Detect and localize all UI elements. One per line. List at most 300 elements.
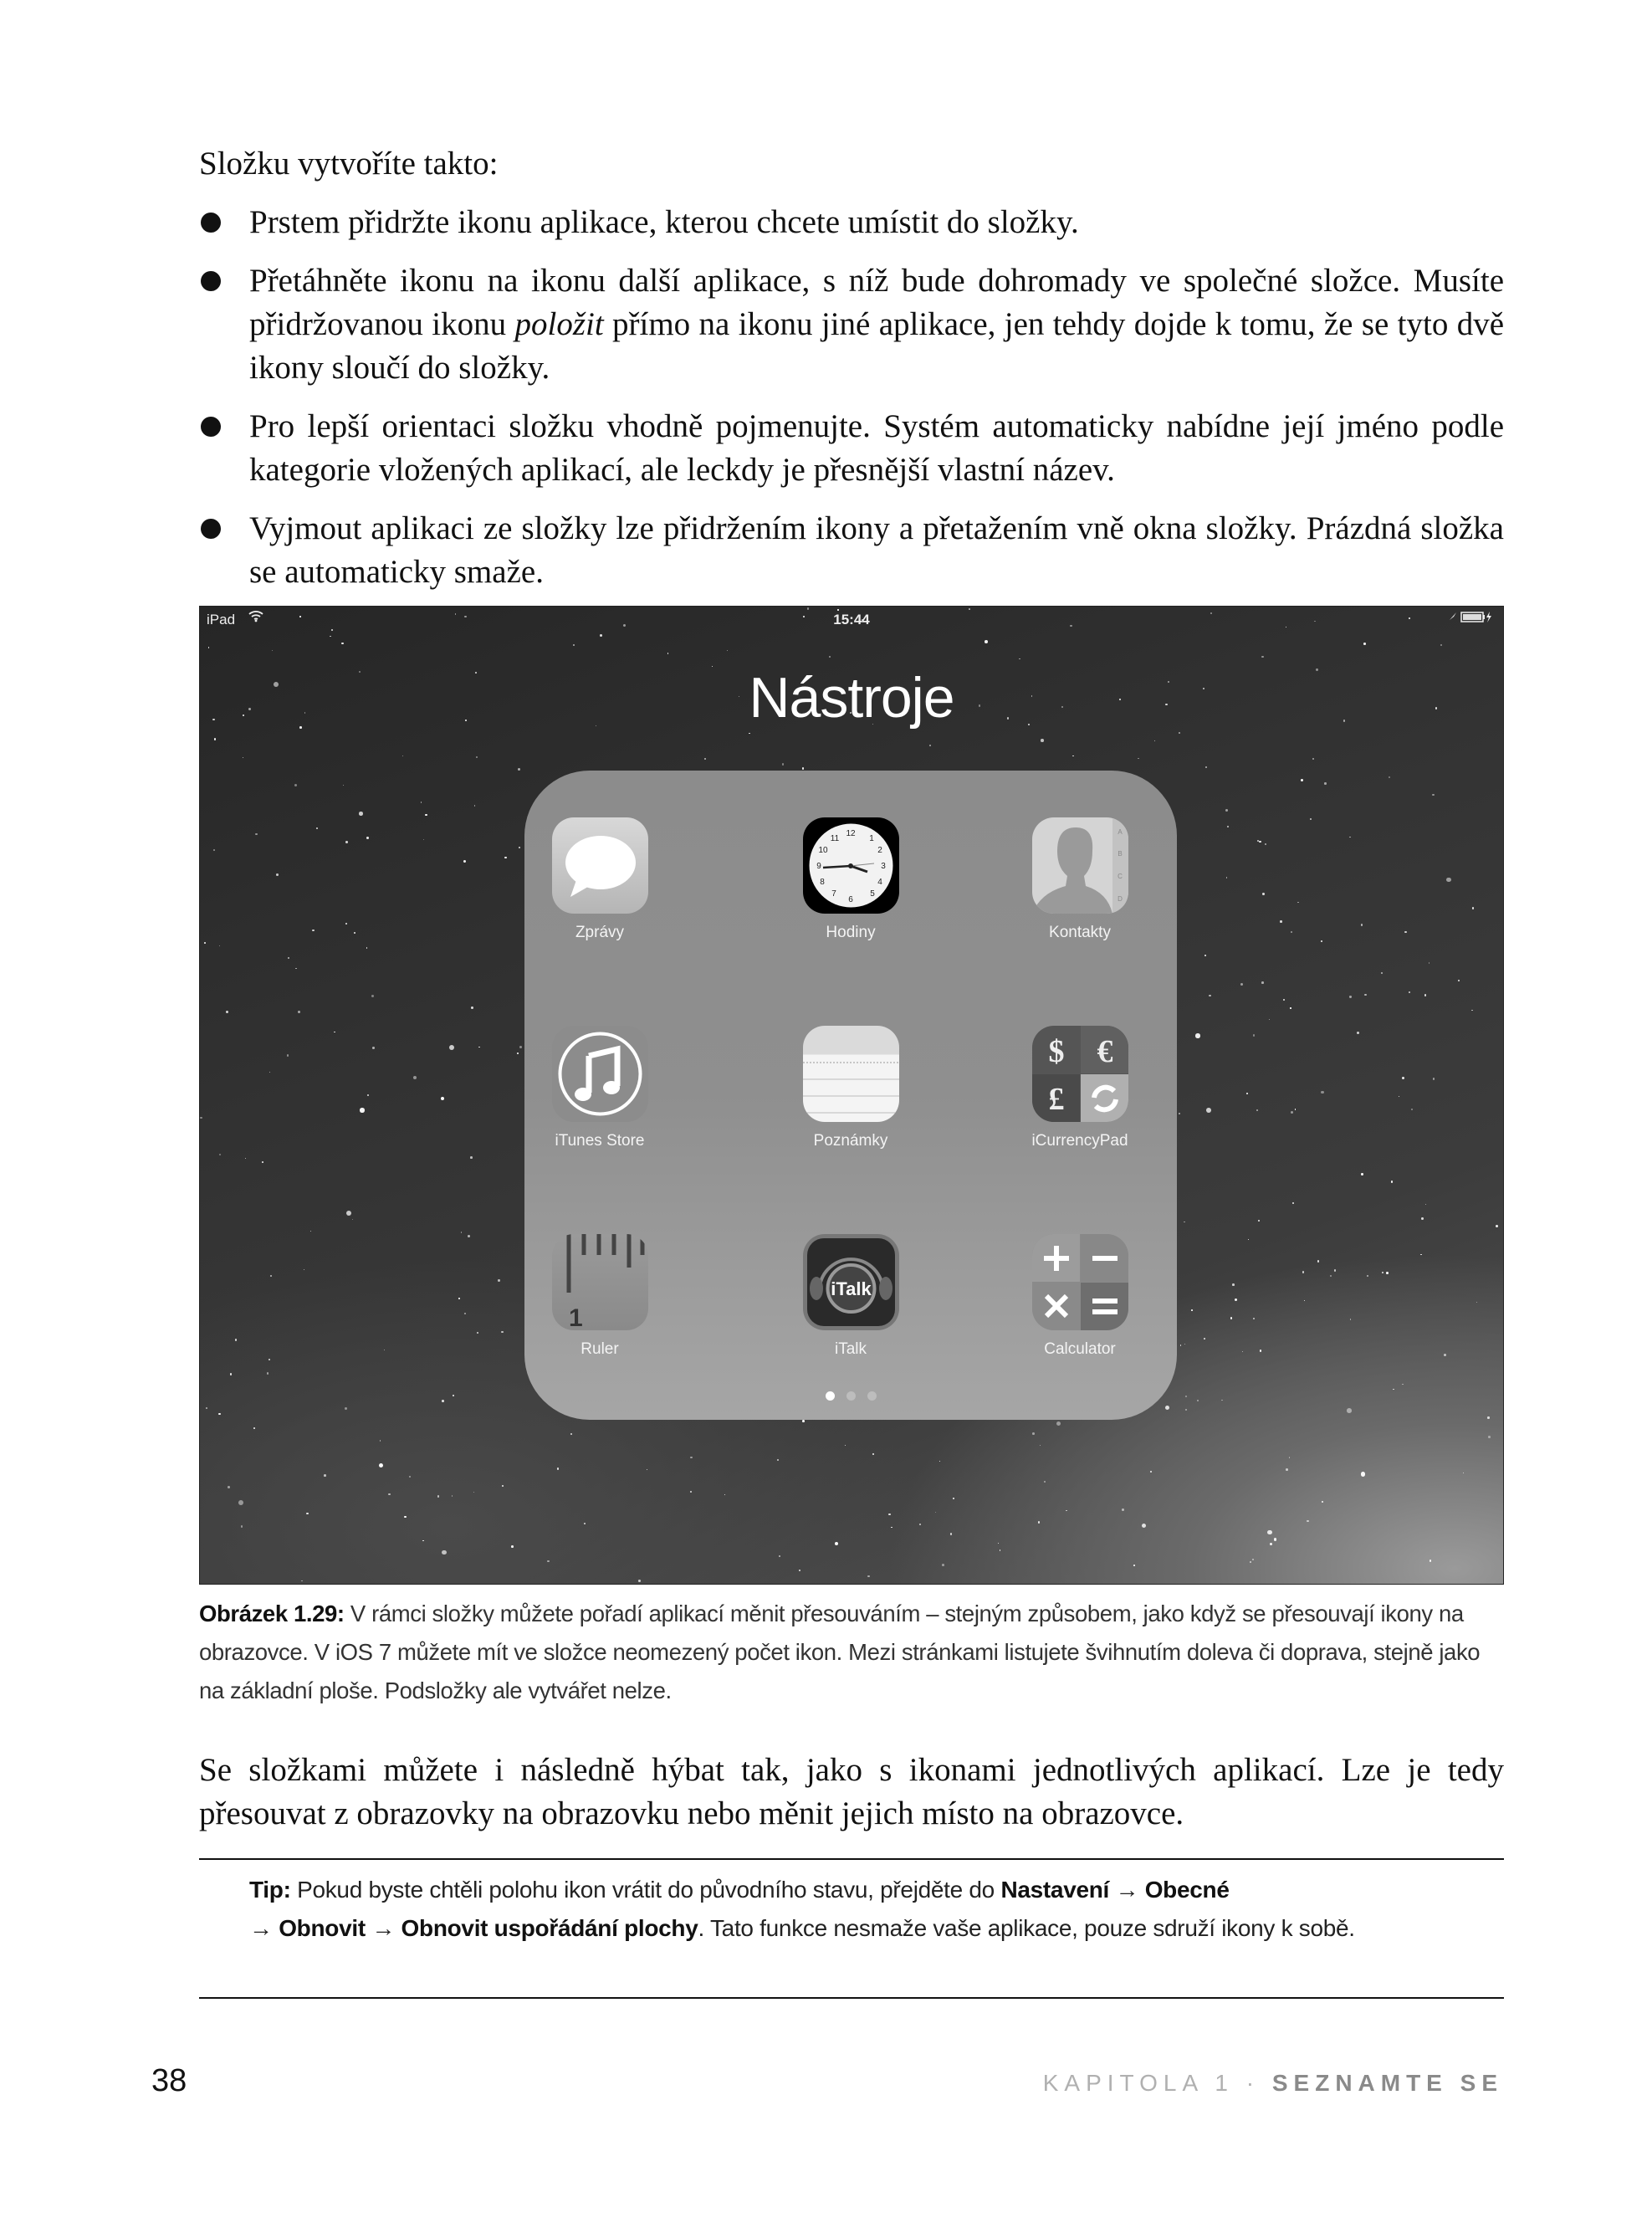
star <box>316 827 318 829</box>
star <box>218 1413 221 1416</box>
star <box>1209 995 1210 996</box>
star <box>1197 1400 1198 1401</box>
star <box>1235 1298 1237 1301</box>
star <box>1246 1093 1248 1094</box>
star <box>253 1427 255 1429</box>
star <box>1232 1283 1235 1286</box>
svg-text:1: 1 <box>568 1304 583 1330</box>
star <box>341 643 344 645</box>
star <box>1440 644 1442 646</box>
tip-text: . Tato funkce nesmaže vaše aplikace, pouze sdruží ikony k sobě. <box>698 1915 1355 1941</box>
star <box>1367 1275 1368 1277</box>
star <box>477 1332 478 1334</box>
star <box>1230 1317 1233 1319</box>
star <box>1302 1271 1305 1273</box>
star <box>1195 1033 1199 1037</box>
star <box>238 1500 243 1505</box>
menu-path-obnovit: Obnovit <box>279 1915 366 1941</box>
star <box>1122 1508 1124 1511</box>
app-label: iTunes Store <box>555 1132 645 1150</box>
star <box>1430 1560 1431 1561</box>
star <box>929 745 931 746</box>
star <box>471 1006 473 1009</box>
svg-text:6: 6 <box>847 895 853 904</box>
star <box>1041 739 1044 742</box>
app-icurrencypad[interactable] <box>1013 1026 1147 1150</box>
star <box>1322 1501 1323 1503</box>
page-dot[interactable] <box>826 1391 835 1401</box>
star <box>269 1359 270 1360</box>
menu-path-nastaveni: Nastavení <box>1000 1877 1110 1903</box>
svg-text:11: 11 <box>830 834 839 843</box>
star <box>1269 1019 1270 1020</box>
star <box>1221 1400 1222 1401</box>
list-item-text: Přetáhněte ikonu na ikonu další aplikace, s níž bude dohromady ve společné složce. Musíte přidržovanou ikonu <box>249 263 1504 342</box>
list-item <box>199 201 1504 244</box>
star <box>1270 1543 1272 1545</box>
star <box>345 841 348 843</box>
star <box>441 1097 444 1100</box>
star <box>1433 1078 1435 1080</box>
star <box>777 1459 779 1461</box>
star <box>1411 1109 1413 1110</box>
page-indicator[interactable] <box>524 1390 1177 1405</box>
svg-text:$: $ <box>1048 1034 1064 1069</box>
star <box>310 1231 311 1232</box>
star <box>1312 758 1314 760</box>
star <box>638 1580 641 1582</box>
star <box>1432 794 1434 796</box>
arrow-icon: → <box>365 1915 401 1941</box>
star <box>1393 1389 1394 1390</box>
star <box>502 1485 504 1487</box>
star <box>1381 972 1383 974</box>
star <box>837 609 838 610</box>
star <box>867 1575 869 1577</box>
svg-text:£: £ <box>1048 1082 1064 1117</box>
star <box>950 1533 953 1535</box>
star <box>241 1525 243 1527</box>
star <box>1357 1032 1359 1034</box>
svg-text:C: C <box>1117 873 1123 880</box>
star <box>1307 1520 1308 1522</box>
page-number: 38 <box>151 2063 187 2098</box>
app-label: Poznámky <box>813 1132 888 1150</box>
star <box>1321 940 1322 942</box>
itunes-icon <box>552 1026 648 1122</box>
svg-text:D: D <box>1117 895 1123 903</box>
star <box>1420 1254 1422 1256</box>
star <box>802 1420 805 1422</box>
body-paragraph: Se složkami můžete i následně hýbat tak, jako s ikonami jednotlivých aplikací. Lze je tedy přesouvat z obrazovky na obrazovku nebo měnit jejich místo na obrazovce. <box>199 1752 1504 1831</box>
list-item-text: Prstem přidržte ikonu aplikace, kterou chcete umístit do složky. <box>249 204 1079 240</box>
star <box>1363 643 1365 644</box>
star <box>1154 740 1155 741</box>
star <box>1191 1309 1193 1311</box>
star <box>919 1524 921 1525</box>
menu-path-obnovit-plochy: Obnovit uspořádání plochy <box>401 1915 698 1941</box>
star <box>1259 841 1261 843</box>
star <box>208 647 209 648</box>
svg-text:€: € <box>1097 1034 1112 1069</box>
star <box>226 1011 228 1013</box>
star <box>1444 1354 1446 1356</box>
star <box>1040 1445 1041 1446</box>
chapter-title: SEZNAMTE SE <box>1271 2070 1503 2096</box>
star <box>1150 1471 1152 1473</box>
svg-text:12: 12 <box>845 829 856 838</box>
star <box>404 1516 406 1518</box>
bullet-icon <box>201 417 221 437</box>
star <box>345 923 347 925</box>
star <box>409 1476 411 1478</box>
star <box>1044 1481 1046 1483</box>
star <box>1297 902 1298 903</box>
app-label: Ruler <box>581 1340 619 1358</box>
star <box>1265 843 1266 845</box>
star <box>384 1350 386 1351</box>
star <box>1391 1181 1394 1183</box>
star <box>891 1527 892 1529</box>
star <box>379 1463 383 1467</box>
star <box>437 1495 440 1498</box>
star <box>206 1407 207 1409</box>
contacts-icon <box>1032 817 1128 914</box>
svg-text:A: A <box>1117 828 1123 836</box>
notes-icon <box>803 1026 899 1122</box>
star <box>1205 766 1207 768</box>
star <box>442 1400 444 1402</box>
star <box>200 1117 202 1119</box>
star <box>1289 1457 1290 1458</box>
tip-bottom-divider <box>199 1997 1504 1999</box>
star <box>352 1219 353 1220</box>
star <box>1301 779 1303 781</box>
svg-text:9: 9 <box>816 862 821 871</box>
status-time: 15:44 <box>833 612 870 627</box>
star <box>1404 931 1407 934</box>
star <box>1310 818 1311 819</box>
star <box>1409 991 1410 993</box>
tip-text: Pokud byste chtěli polohu ikon vrátit do původního stavu, přejděte do <box>290 1877 1001 1903</box>
star <box>1225 809 1228 812</box>
star <box>519 847 520 848</box>
star <box>1000 1549 1001 1551</box>
star <box>1133 1565 1135 1566</box>
star <box>1421 1217 1424 1220</box>
star <box>1291 1111 1294 1114</box>
clock-icon <box>803 817 899 914</box>
star <box>219 945 220 946</box>
star <box>262 1161 263 1163</box>
star <box>1382 1272 1383 1273</box>
calculator-icon <box>1032 1234 1128 1330</box>
star <box>295 968 297 970</box>
star <box>1429 962 1430 963</box>
ruler-icon <box>552 1234 648 1330</box>
star <box>1283 999 1285 1001</box>
star <box>1240 983 1243 986</box>
star <box>1165 1406 1169 1410</box>
star <box>449 1045 454 1050</box>
app-italk[interactable] <box>784 1234 918 1359</box>
instruction-list <box>199 201 1504 609</box>
star <box>1458 980 1459 981</box>
star <box>1361 1173 1363 1175</box>
star <box>1364 994 1367 996</box>
star <box>1286 1468 1288 1471</box>
star <box>1252 1559 1253 1560</box>
star <box>1446 878 1451 883</box>
app-label: Kontakty <box>1049 924 1111 941</box>
battery-icon <box>1448 610 1495 627</box>
star <box>1179 1113 1180 1114</box>
app-itunes-store[interactable] <box>533 1026 667 1150</box>
page-dot[interactable] <box>846 1391 856 1401</box>
star <box>380 1440 381 1441</box>
star <box>1226 877 1228 878</box>
star <box>1361 924 1363 926</box>
star <box>331 629 333 631</box>
star <box>360 1108 364 1112</box>
star <box>935 1512 936 1513</box>
star <box>1261 981 1264 984</box>
star <box>872 1453 874 1455</box>
star <box>267 1372 269 1374</box>
star <box>214 738 216 740</box>
star <box>1253 1034 1255 1036</box>
list-item-text: Pro lepší orientaci složku vhodně pojmenujte. Systém automaticky nabídne její jméno podle kategorie vložených aplikací, ale leckdy je přesnější vlastní název. <box>249 408 1504 488</box>
star <box>1032 1432 1035 1435</box>
star <box>1066 1510 1067 1512</box>
star <box>1476 1302 1477 1303</box>
svg-text:2: 2 <box>877 846 882 855</box>
star <box>453 1395 454 1396</box>
star <box>600 634 602 637</box>
running-footer <box>1043 2070 1503 2097</box>
star <box>1267 1530 1272 1535</box>
app-label: iCurrencyPad <box>1031 1132 1128 1150</box>
page-dot[interactable] <box>867 1391 877 1401</box>
app-ruler[interactable] <box>533 1234 667 1359</box>
star <box>452 1495 453 1497</box>
star <box>1038 1521 1040 1523</box>
svg-text:10: 10 <box>817 846 828 855</box>
svg-text:4: 4 <box>877 878 882 887</box>
star <box>1185 1409 1186 1410</box>
star <box>204 942 206 944</box>
star <box>294 784 297 786</box>
svg-text:5: 5 <box>869 889 875 899</box>
star <box>1334 1269 1337 1272</box>
star <box>388 1493 391 1496</box>
star <box>1248 1239 1249 1240</box>
star <box>255 833 258 836</box>
star <box>470 1156 473 1159</box>
star <box>272 650 273 651</box>
app-calculator[interactable] <box>1013 1234 1147 1359</box>
star <box>570 1433 572 1435</box>
star <box>727 650 728 651</box>
italk-icon <box>803 1234 899 1330</box>
star <box>230 1373 233 1375</box>
star <box>782 763 785 766</box>
star <box>306 1513 308 1514</box>
star <box>422 1540 423 1541</box>
star <box>1262 893 1265 895</box>
star <box>1019 658 1020 660</box>
star <box>421 802 422 803</box>
star <box>518 768 520 771</box>
star <box>1488 1436 1491 1438</box>
star <box>1142 1524 1146 1528</box>
star <box>474 805 475 806</box>
intro-text: Složku vytvoříte takto: <box>199 146 499 182</box>
tip-box <box>249 1871 1462 1948</box>
star <box>802 767 804 769</box>
star <box>501 1331 503 1333</box>
star <box>1324 782 1326 784</box>
folder-name[interactable]: Nástroje <box>749 666 954 730</box>
star <box>343 785 344 786</box>
star <box>468 1235 470 1237</box>
star <box>1402 1077 1404 1079</box>
star <box>463 860 466 863</box>
star <box>1425 1204 1426 1205</box>
star <box>1185 1396 1187 1397</box>
star <box>1204 1338 1205 1339</box>
app-kontakty[interactable] <box>1013 817 1147 942</box>
star <box>1256 1109 1258 1111</box>
star <box>998 1543 999 1544</box>
star <box>1242 1351 1243 1352</box>
star <box>1261 656 1264 658</box>
currency-icon <box>1032 1026 1128 1122</box>
star <box>835 1542 838 1545</box>
list-item <box>199 507 1504 594</box>
bullet-icon <box>201 213 221 233</box>
star <box>287 1054 289 1056</box>
chapter-label: KAPITOLA 1 · <box>1042 2070 1272 2096</box>
svg-text:B: B <box>1117 850 1123 858</box>
star <box>312 930 315 932</box>
star <box>371 995 374 997</box>
star <box>367 1094 369 1096</box>
ipad-screenshot <box>199 606 1504 1585</box>
star <box>219 1154 221 1155</box>
star <box>413 1076 417 1079</box>
star <box>1349 996 1351 997</box>
star <box>845 1445 846 1446</box>
star <box>939 1461 940 1462</box>
emphasis-text: položit <box>514 306 604 342</box>
bullet-icon <box>201 271 221 291</box>
svg-text:3: 3 <box>880 862 886 871</box>
star <box>1471 1010 1472 1011</box>
list-item <box>199 405 1504 492</box>
star <box>1179 732 1180 734</box>
app-hodiny[interactable] <box>784 817 918 942</box>
star <box>1402 1384 1404 1386</box>
star <box>461 1232 463 1233</box>
svg-text:iTalk: iTalk <box>830 1278 872 1299</box>
star <box>1361 1472 1366 1477</box>
star <box>473 1492 474 1493</box>
tip-top-divider <box>199 1858 1504 1860</box>
arrow-icon: → <box>1109 1877 1145 1903</box>
star <box>829 656 831 658</box>
star <box>557 1467 560 1470</box>
app-poznamky[interactable] <box>784 1026 918 1150</box>
list-item-text: Vyjmout aplikaci ze složky lze přidržením ikony a přetažením vně okna složky. Prázdná složka se automaticky smaže. <box>249 510 1504 590</box>
star <box>359 812 363 816</box>
svg-text:7: 7 <box>831 889 836 899</box>
star <box>1260 1350 1262 1352</box>
star <box>969 608 970 610</box>
star <box>779 1555 780 1557</box>
star <box>423 839 424 840</box>
star <box>1180 1345 1182 1346</box>
star <box>1056 1421 1061 1426</box>
star <box>1496 1225 1498 1227</box>
star <box>690 1457 693 1459</box>
star <box>1295 1109 1297 1110</box>
star <box>1184 1344 1185 1345</box>
star <box>270 1275 272 1277</box>
star <box>1347 1408 1352 1413</box>
star <box>345 1407 347 1410</box>
figure-caption <box>199 1595 1504 1710</box>
star <box>953 1498 954 1499</box>
star <box>301 1580 302 1581</box>
star <box>372 1047 375 1049</box>
star <box>298 1011 300 1013</box>
star <box>1206 1108 1211 1113</box>
star <box>749 733 750 735</box>
star <box>1291 931 1292 933</box>
star <box>442 1550 446 1555</box>
star <box>573 644 575 646</box>
star <box>1204 955 1206 956</box>
star <box>235 1339 238 1341</box>
star <box>1274 1538 1277 1541</box>
star <box>228 1486 230 1488</box>
star <box>511 1545 514 1548</box>
star <box>584 1523 586 1524</box>
star <box>288 957 289 959</box>
star <box>985 640 988 643</box>
star <box>517 1053 519 1054</box>
star <box>807 607 809 609</box>
list-item-text: přímo na ikonu jiné aplikace, jen tehdy dojde k tomu, že se tyto dvě ikony sloučí do složky. <box>249 306 1504 386</box>
star <box>346 1211 351 1216</box>
star <box>1330 1275 1332 1277</box>
star <box>942 1564 944 1566</box>
star <box>1321 1091 1323 1094</box>
star <box>276 873 279 876</box>
app-zpravy[interactable] <box>533 817 667 942</box>
star <box>354 932 355 933</box>
caption-text: V rámci složky můžete pořadí aplikací měnit přesouváním – stejným způsobem, jako když se přesouvají ikony na obrazovce. V iOS 7 můžete mít ve složce neomezený počet ikon. Mezi stránkami listujete švihnutím doleva či doprava, stejně jako na základní ploše. Podsložky ale vytvářet nelze. <box>199 1601 1481 1703</box>
list-item <box>199 259 1504 390</box>
star <box>425 814 427 817</box>
star <box>1472 907 1474 909</box>
svg-text:1: 1 <box>868 834 874 843</box>
app-label: iTalk <box>834 1340 867 1358</box>
star <box>1253 1318 1255 1319</box>
star <box>1280 920 1281 922</box>
star <box>519 1046 522 1048</box>
